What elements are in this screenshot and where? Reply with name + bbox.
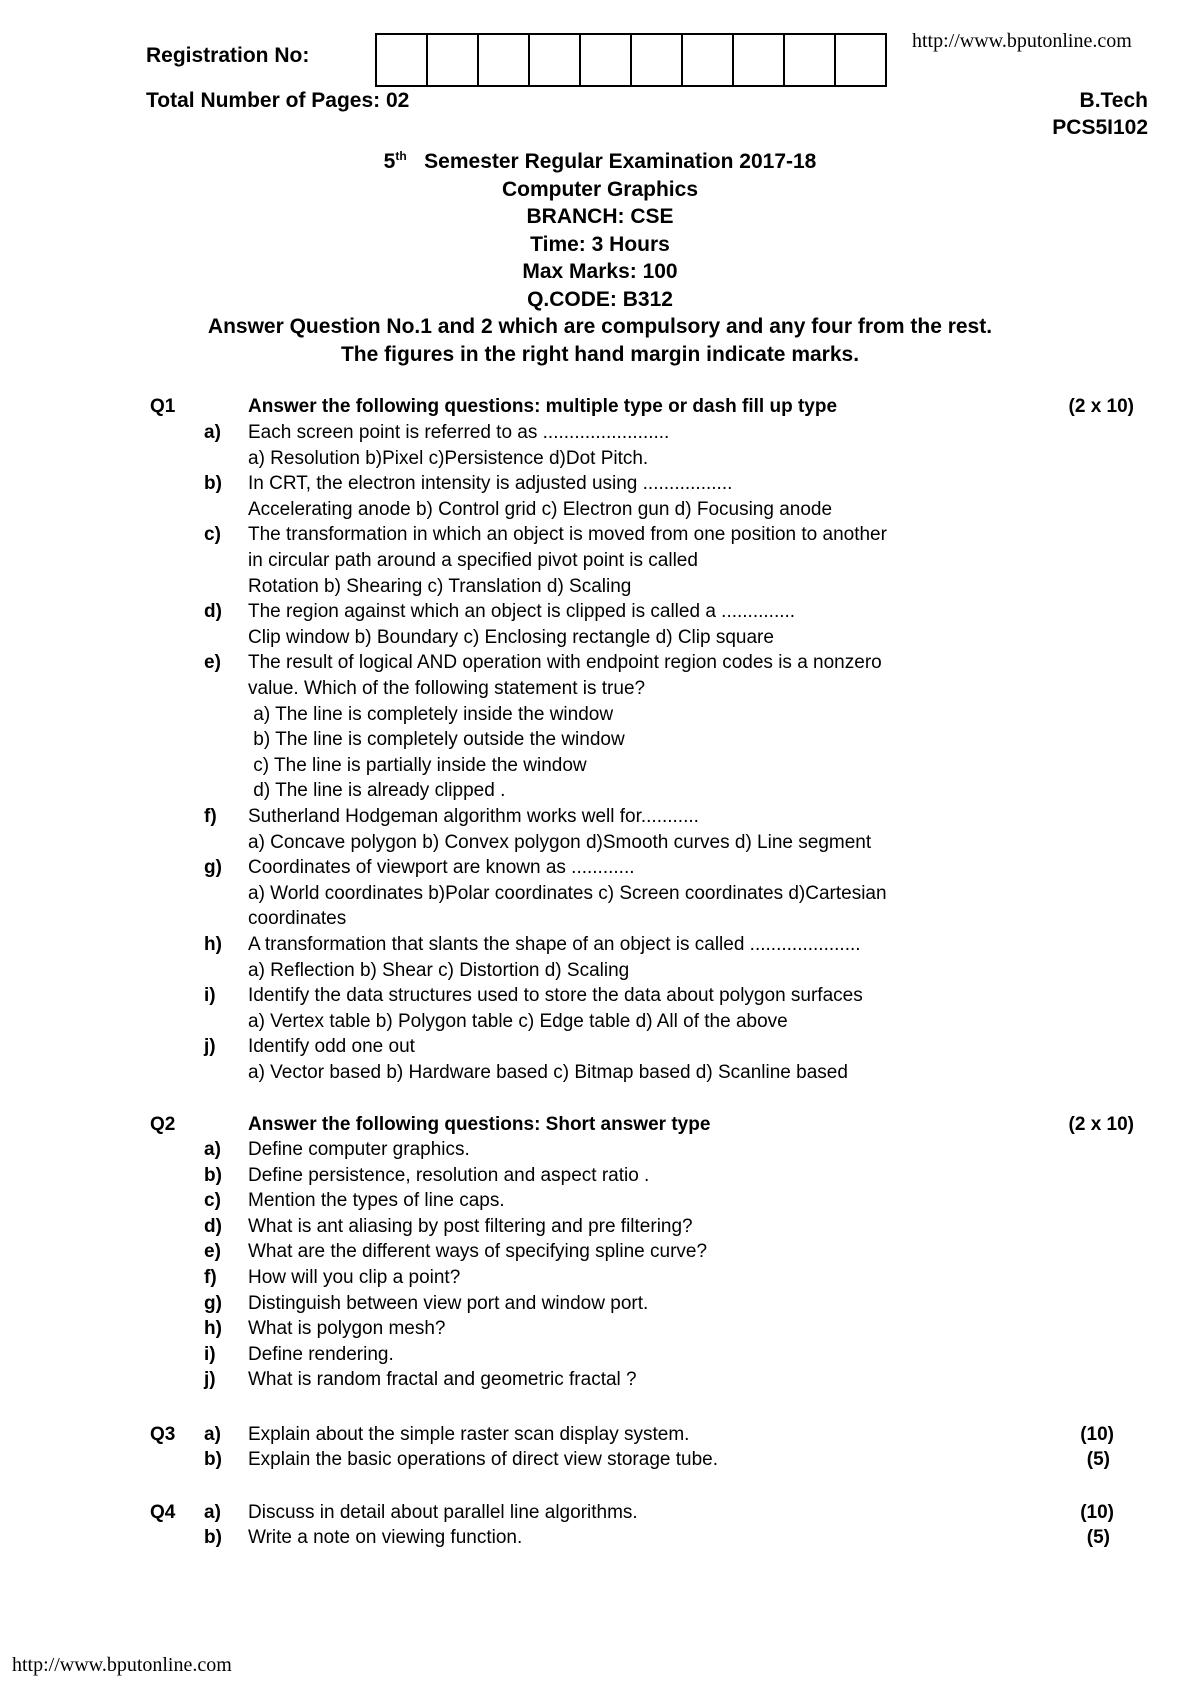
q1-line: The transformation in which an object is moved from one position to another [248, 524, 887, 546]
q1-line: Clip window b) Boundary c) Enclosing rectangle d) Clip square [248, 626, 774, 648]
q2-item-label: f) [204, 1267, 217, 1288]
q2-item-label: e) [204, 1241, 221, 1263]
q2-item-label: g) [204, 1292, 222, 1314]
q1-marks: (2 x 10) [1068, 396, 1134, 417]
exam-title-block [0, 143, 1200, 368]
q2-line: How will you clip a point? [248, 1267, 461, 1288]
q2-line: What are the different ways of specifying spline curve? [248, 1241, 708, 1263]
instruction-2: The figures in the right hand margin indicate marks. [340, 342, 860, 366]
q3-item-text: Explain about the simple raster scan display system. [248, 1424, 690, 1445]
q1-line: coordinates [248, 908, 347, 930]
q3-item-marks: (5) [1086, 1449, 1110, 1470]
q1-line: In CRT, the electron intensity is adjusted using ................. [248, 473, 733, 495]
q3-item-marks: (10) [1080, 1424, 1114, 1445]
q1-line: c) The line is partially inside the window [248, 754, 587, 776]
q1-item-label: c) [204, 524, 221, 546]
q1-item-label: a) [204, 422, 221, 443]
q1-item-label: b) [204, 473, 222, 495]
q1-item-label: j) [204, 1036, 216, 1058]
q2-item-label: a) [204, 1139, 221, 1160]
q1-item-label: d) [204, 601, 222, 623]
q3-item-text: Explain the basic operations of direct view storage tube. [248, 1449, 718, 1470]
q1-item-label: h) [204, 934, 222, 955]
q1-item-label: g) [204, 857, 222, 879]
subject: Computer Graphics [501, 177, 699, 201]
q2-item-label: h) [204, 1318, 222, 1340]
q2-number: Q2 [150, 1114, 176, 1135]
q4-item-marks: (5) [1086, 1527, 1110, 1548]
total-pages: Total Number of Pages: 02 [146, 89, 410, 112]
q2-item-label: b) [204, 1164, 222, 1186]
q1-number: Q1 [150, 396, 176, 417]
time: Time: 3 Hours [530, 232, 670, 256]
q2-line: Distinguish between view port and window port. [248, 1292, 649, 1314]
bottom-url: http://www.bputonline.com [12, 1654, 232, 1676]
q1-line: b) The line is completely outside the window [248, 729, 625, 751]
qcode: Q.CODE: B312 [527, 287, 673, 311]
q4-item-text: Discuss in detail about parallel line algorithms. [248, 1502, 638, 1523]
q1-line: The region against which an object is clipped is called a .............. [248, 601, 796, 623]
branch: BRANCH: CSE [526, 205, 674, 228]
q1-line: Accelerating anode b) Control grid c) Electron gun d) Focusing anode [248, 498, 833, 520]
q3-item-label: a) [204, 1424, 221, 1445]
max-marks: Max Marks: 100 [522, 260, 678, 283]
q4-number: Q4 [150, 1502, 176, 1523]
q4-item-text: Write a note on viewing function. [248, 1527, 523, 1548]
q1-line: a) Resolution b)Pixel c)Persistence d)Dot Pitch. [248, 447, 649, 469]
q2-item-label: d) [204, 1215, 222, 1237]
q1-item-label: i) [204, 985, 216, 1007]
q1-line: Identify the data structures used to store the data about polygon surfaces [248, 985, 863, 1007]
q2-line: Mention the types of line caps. [248, 1190, 505, 1212]
q4-item-label: b) [204, 1527, 222, 1548]
registration-label: Registration No: [146, 44, 310, 67]
q1-line: a) Reflection b) Shear c) Distortion d) Scaling [248, 959, 630, 981]
q2-line: Define persistence, resolution and aspect ratio . [248, 1164, 650, 1186]
q1-line: a) World coordinates b)Polar coordinates c) Screen coordinates d)Cartesian [248, 882, 887, 904]
q2-item-label: j) [204, 1369, 216, 1391]
q2-line: What is polygon mesh? [248, 1318, 446, 1340]
semester-line: 5th Semester Regular Examination 2017-18 [383, 149, 817, 173]
q2-marks: (2 x 10) [1068, 1114, 1134, 1135]
q1-line: Rotation b) Shearing c) Translation d) Scaling [248, 575, 632, 597]
q1-line: Identify odd one out [248, 1036, 415, 1058]
q1-line: a) The line is completely inside the window [248, 703, 614, 725]
q1-line: Each screen point is referred to as ........................ [248, 422, 670, 443]
q1-line: The result of logical AND operation with endpoint region codes is a nonzero [248, 652, 882, 674]
q2-line: What is ant aliasing by post filtering and pre filtering? [248, 1215, 693, 1237]
q1-line: a) Vertex table b) Polygon table c) Edge table d) All of the above [248, 1010, 788, 1032]
q1-line: a) Vector based b) Hardware based c) Bitmap based d) Scanline based [248, 1062, 848, 1083]
q1-line: A transformation that slants the shape of an object is called ..................... [248, 934, 861, 955]
q1-heading: Answer the following questions: multiple type or dash fill up type [248, 396, 838, 417]
q2-heading: Answer the following questions: Short answer type [248, 1114, 711, 1135]
q4-item-label: a) [204, 1502, 221, 1523]
q2-item-label: c) [204, 1190, 221, 1212]
q2-line: Define rendering. [248, 1343, 394, 1365]
q1-line: a) Concave polygon b) Convex polygon d)Smooth curves d) Line segment [248, 831, 872, 853]
paper-code: PCS5I102 [1052, 116, 1148, 139]
q3-item-label: b) [204, 1449, 222, 1470]
q1-line: Sutherland Hodgeman algorithm works well for........... [248, 806, 699, 827]
q2-line: Define computer graphics. [248, 1139, 470, 1160]
q1-line: d) The line is already clipped . [248, 780, 506, 802]
registration-number-boxes[interactable] [375, 33, 887, 87]
q1-item-label: e) [204, 652, 221, 674]
q1-line: Coordinates of viewport are known as ............ [248, 857, 635, 879]
instruction-1: Answer Question No.1 and 2 which are compulsory and any four from the rest. [207, 315, 993, 338]
q1-line: in circular path around a specified pivot point is called [248, 550, 698, 571]
q3-number: Q3 [150, 1424, 176, 1445]
q2-line: What is random fractal and geometric fractal ? [248, 1369, 637, 1391]
q1-line: value. Which of the following statement is true? [248, 678, 646, 699]
top-url: http://www.bputonline.com [912, 30, 1132, 52]
degree: B.Tech [1079, 89, 1148, 112]
q4-item-marks: (10) [1080, 1502, 1114, 1523]
q1-item-label: f) [204, 806, 217, 827]
q2-item-label: i) [204, 1343, 216, 1365]
